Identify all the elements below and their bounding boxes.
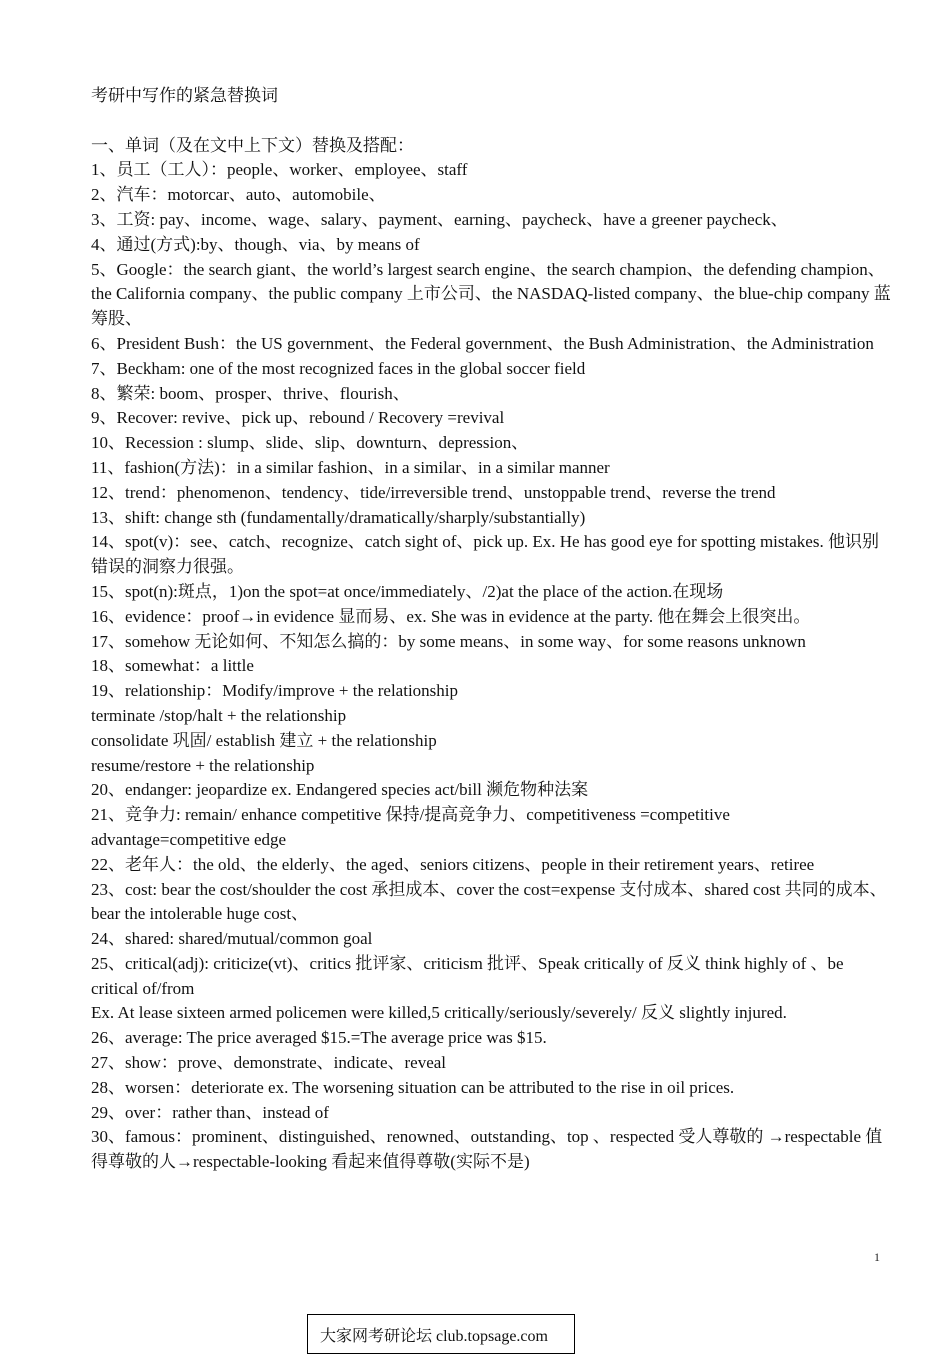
- entry-list: [91, 158, 891, 1175]
- entry-line: 11、fashion(方法)：in a similar fashion、in a similar、in a similar manner: [91, 457, 610, 477]
- entry-line: 8、繁荣: boom、prosper、thrive、flourish、: [91, 383, 410, 403]
- entry-line: 29、over：rather than、instead of: [91, 1102, 329, 1122]
- entry-line: 23、cost: bear the cost/shoulder the cost 承担成本、cover the cost=expense 支付成本、shared cost 共同的成本、bear the intolerable huge cost、: [91, 879, 887, 924]
- entry-line: 13、shift: change sth (fundamentally/dramatically/sharply/substantially): [91, 507, 586, 527]
- entry-line: 18、somewhat：a little: [91, 656, 254, 676]
- entry-line: 19、relationship：Modify/improve + the relationship: [91, 681, 459, 701]
- entry-line: 14、spot(v)：see、catch、recognize、catch sight of、pick up. Ex. He has good eye for spotting mistakes. 他识别错误的洞察力很强。: [91, 532, 879, 577]
- entry-line: 26、average: The price averaged $15.=The average price was $15.: [91, 1028, 547, 1048]
- footer-watermark: 大家网考研论坛 club.topsage.com: [307, 1314, 575, 1354]
- page-number: 1: [874, 1250, 880, 1264]
- entry-line: 4、通过(方式):by、though、via、by means of: [91, 234, 420, 254]
- entry-line: 7、Beckham: one of the most recognized faces in the global soccer field: [91, 358, 586, 378]
- entry-line: 30、famous：prominent、distinguished、renowned、outstanding、top 、respected 受人尊敬的 →respectable 值得尊敬的人→respectable-looking 看起来值得尊敬(实际不是): [91, 1127, 883, 1172]
- entry-line: 1、员工（工人）：people、worker、employee、staff: [91, 160, 468, 180]
- entry-line: 9、Recover: revive、pick up、rebound / Recovery =revival: [91, 408, 505, 428]
- document-title: 考研中写作的紧急替换词: [91, 86, 278, 105]
- entry-line: 10、Recession : slump、slide、slip、downturn、depression、: [91, 433, 529, 453]
- entry-line: 22、老年人：the old、the elderly、the aged、seniors citizens、people in their retirement years、retiree: [91, 854, 815, 874]
- entry-line: 20、endanger: jeopardize ex. Endangered species act/bill 濒危物种法案: [91, 780, 589, 800]
- entry-line: 27、show：prove、demonstrate、indicate、reveal: [91, 1053, 447, 1073]
- entry-line: consolidate 巩固/ establish 建立 + the relationship: [91, 730, 437, 750]
- entry-line: 6、President Bush：the US government、the Federal government、the Bush Administration、the Administration: [91, 333, 874, 353]
- entry-line: 17、somehow 无论如何、不知怎么搞的：by some means、in some way、for some reasons unknown: [91, 631, 806, 651]
- entry-line: Ex. At lease sixteen armed policemen were killed,5 critically/seriously/severely/ 反义 slightly injured.: [91, 1003, 787, 1023]
- entry-line: 2、汽车：motorcar、auto、automobile、: [91, 185, 386, 205]
- entry-line: 12、trend：phenomenon、tendency、tide/irreversible trend、unstoppable trend、reverse the trend: [91, 482, 776, 502]
- entry-line: 21、竞争力: remain/ enhance competitive 保持/提高竞争力、competitiveness =competitive advantage=competitive edge: [91, 805, 730, 849]
- entry-line: 3、工资: pay、income、wage、salary、payment、earning、paycheck、have a greener paycheck、: [91, 209, 788, 229]
- entry-line: 16、evidence：proof→in evidence 显而易、ex. She was in evidence at the party. 他在舞会上很突出。: [91, 606, 811, 626]
- entry-line: 28、worsen：deteriorate ex. The worsening situation can be attributed to the rise in oil prices.: [91, 1077, 735, 1097]
- section-heading: 一、单词（及在文中上下文）替换及搭配：: [91, 135, 414, 155]
- entry-line: 5、Google：the search giant、the world’s largest search engine、the search champion、the defending champion、the California company、the public company 上市公司、the NASDAQ-listed company、the blue-chip company 蓝筹股、: [91, 259, 891, 329]
- entry-line: resume/restore + the relationship: [91, 755, 315, 775]
- document-body: [91, 84, 891, 1175]
- entry-line: 24、shared: shared/mutual/common goal: [91, 929, 373, 949]
- entry-line: 25、critical(adj): criticize(vt)、critics 批评家、criticism 批评、Speak critically of 反义 think highly of 、be critical of/from: [91, 953, 844, 998]
- entry-line: 15、spot(n):斑点，1)on the spot=at once/immediately、/2)at the place of the action.在现场: [91, 581, 724, 601]
- vocabulary-section: [91, 134, 891, 1175]
- entry-line: terminate /stop/halt + the relationship: [91, 705, 347, 725]
